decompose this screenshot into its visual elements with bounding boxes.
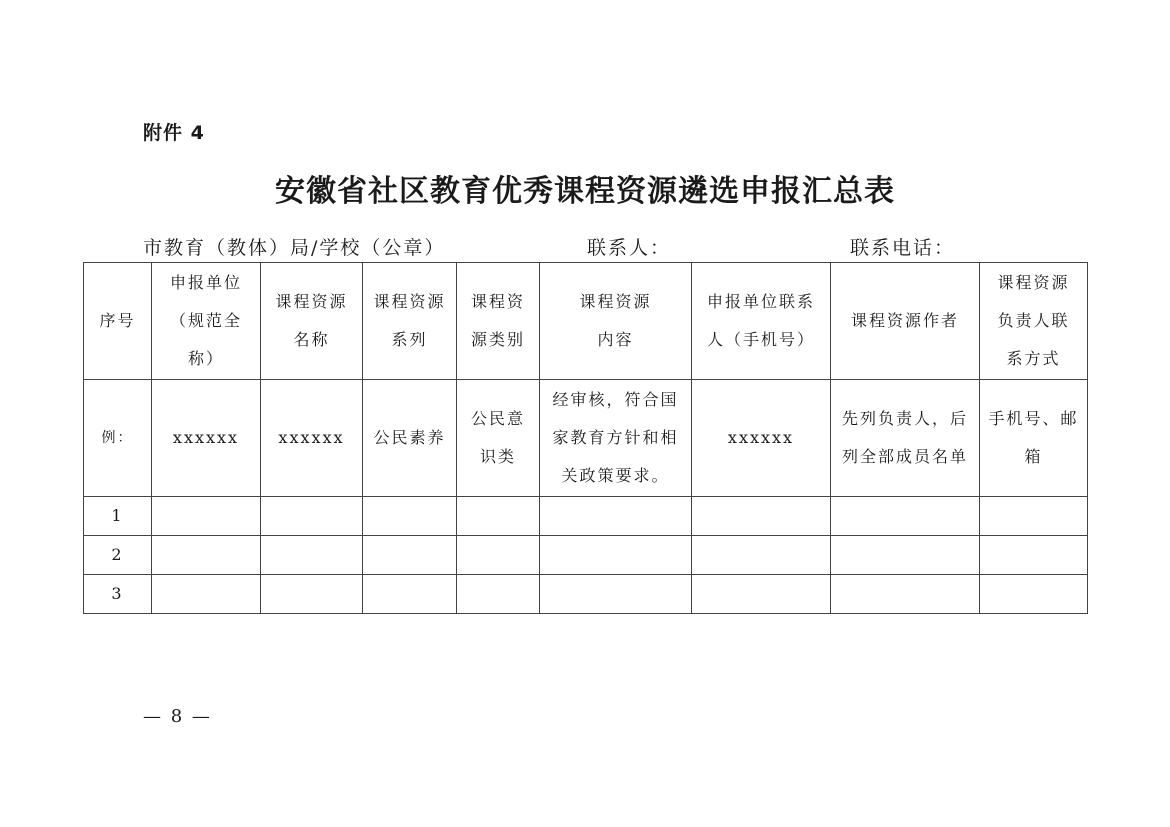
table-cell[interactable] <box>152 575 261 614</box>
header-cell: 课程资源作者 <box>831 263 980 380</box>
table-cell: xxxxxx <box>692 380 831 497</box>
table-cell[interactable] <box>152 497 261 536</box>
header-cell: 课程资源 内容 <box>540 263 692 380</box>
table-cell: 公民素养 <box>363 380 457 497</box>
page-title: 安徽省社区教育优秀课程资源遴选申报汇总表 <box>275 174 895 209</box>
table-cell[interactable] <box>152 536 261 575</box>
attachment-label: 附件 4 <box>143 122 205 144</box>
table-row <box>84 575 1088 614</box>
table-row <box>84 536 1088 575</box>
header-cell: 申报单位 （规范全 称） <box>152 263 261 380</box>
table-cell[interactable] <box>261 497 363 536</box>
table-cell[interactable] <box>363 497 457 536</box>
table-cell[interactable] <box>831 536 980 575</box>
table-cell[interactable] <box>831 497 980 536</box>
table-cell[interactable] <box>980 575 1088 614</box>
header-cell: 序号 <box>84 263 152 380</box>
table-cell: 例： <box>84 380 152 497</box>
header-cell: 课程资 源类别 <box>457 263 540 380</box>
table-cell[interactable] <box>980 536 1088 575</box>
table-cell[interactable] <box>540 575 692 614</box>
summary-table <box>83 262 1088 614</box>
table-cell[interactable] <box>540 536 692 575</box>
unit-seal-label: 市教育（教体）局/学校（公章） <box>143 237 446 259</box>
table-row <box>84 497 1088 536</box>
header-cell: 申报单位联系 人（手机号） <box>692 263 831 380</box>
table-cell[interactable] <box>457 536 540 575</box>
table-cell[interactable] <box>692 536 831 575</box>
header-cell: 课程资源 负责人联 系方式 <box>980 263 1088 380</box>
page-number: — 8 — <box>143 706 212 727</box>
table-cell[interactable] <box>540 497 692 536</box>
table-cell[interactable] <box>261 575 363 614</box>
table-cell[interactable] <box>692 575 831 614</box>
header-cell: 课程资源 系列 <box>363 263 457 380</box>
header-row <box>84 263 1088 380</box>
table-cell: 手机号、邮 箱 <box>980 380 1088 497</box>
example-row <box>84 380 1088 497</box>
table-cell[interactable] <box>457 497 540 536</box>
table-cell: xxxxxx <box>261 380 363 497</box>
contact-phone-label: 联系电话： <box>850 237 956 259</box>
table-cell: 经审核，符合国 家教育方针和相 关政策要求。 <box>540 380 692 497</box>
table-cell[interactable] <box>457 575 540 614</box>
contact-person-label: 联系人： <box>587 237 672 259</box>
table-cell[interactable] <box>692 497 831 536</box>
header-cell: 课程资源 名称 <box>261 263 363 380</box>
row-number: 3 <box>84 575 152 614</box>
table-cell[interactable] <box>831 575 980 614</box>
table-cell[interactable] <box>261 536 363 575</box>
table-cell: xxxxxx <box>152 380 261 497</box>
row-number: 1 <box>84 497 152 536</box>
table-cell[interactable] <box>363 536 457 575</box>
table-cell[interactable] <box>980 497 1088 536</box>
table-cell: 先列负责人，后 列全部成员名单 <box>831 380 980 497</box>
table-cell: 公民意 识类 <box>457 380 540 497</box>
row-number: 2 <box>84 536 152 575</box>
table-cell[interactable] <box>363 575 457 614</box>
